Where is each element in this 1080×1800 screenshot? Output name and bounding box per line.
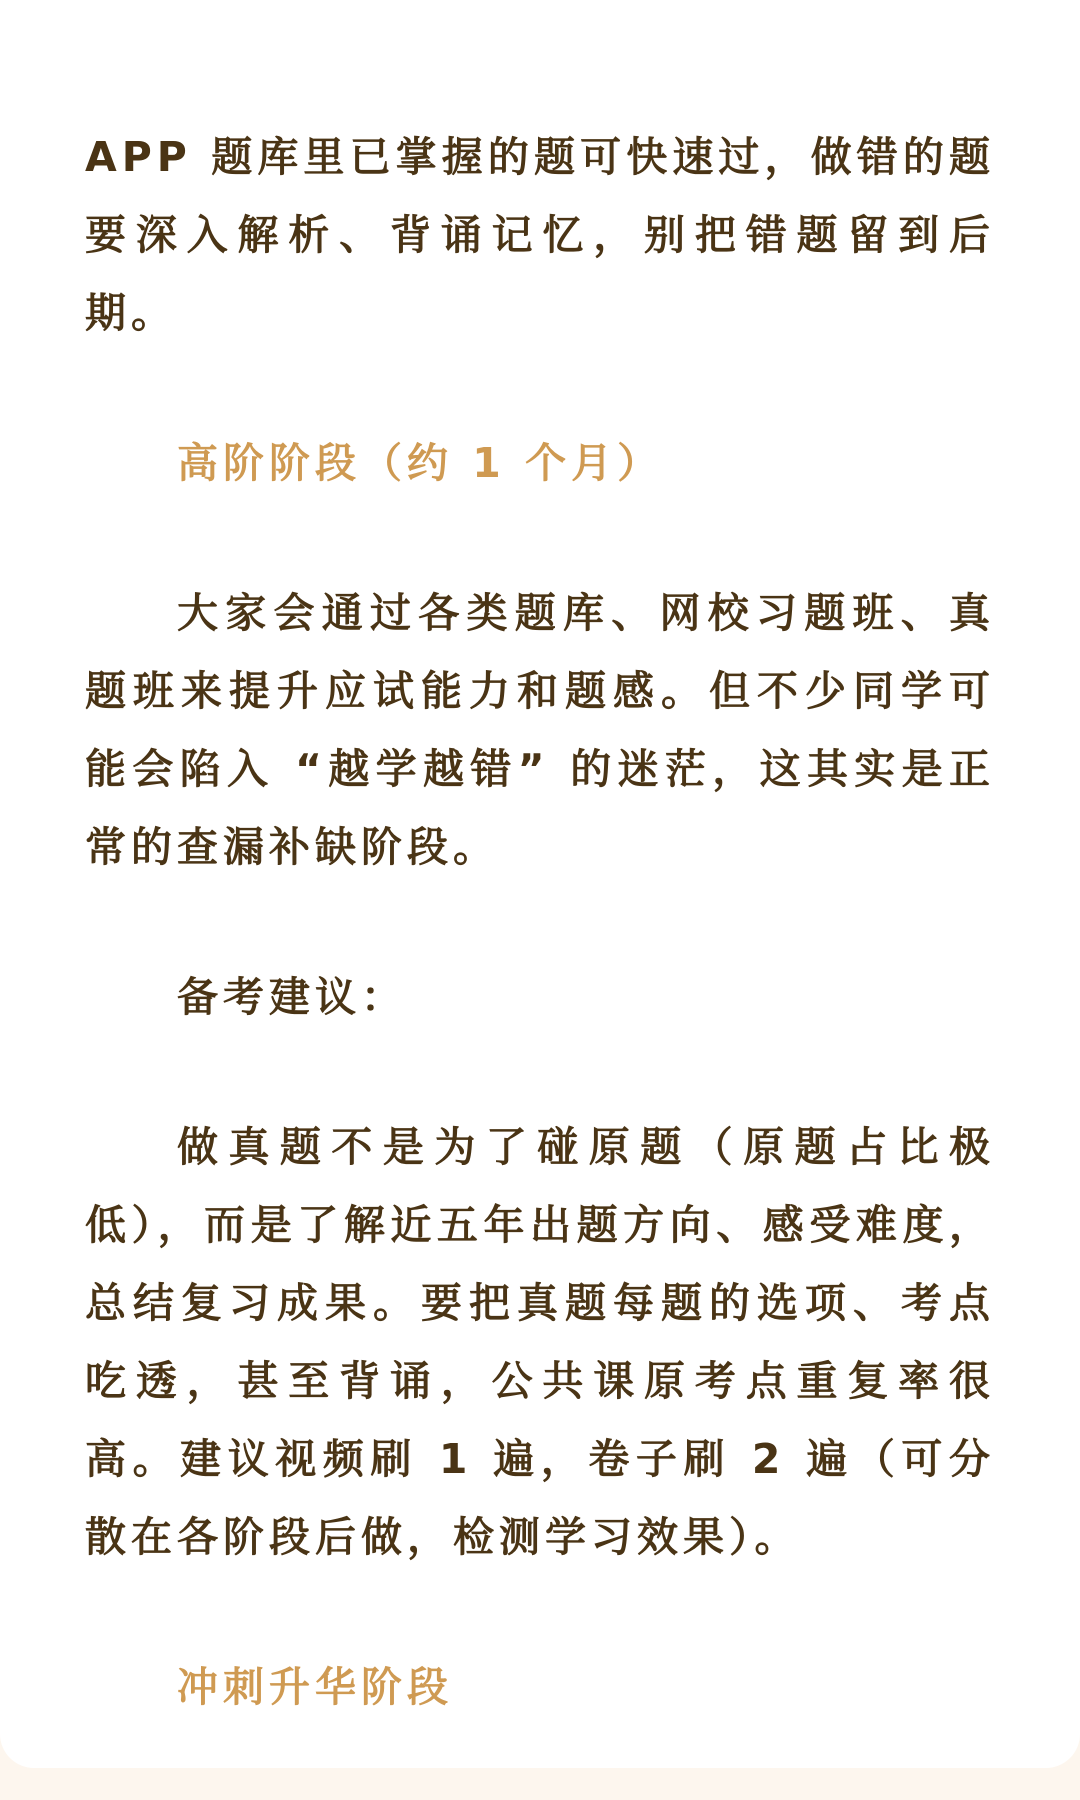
article-content [85, 118, 995, 1726]
section-heading-advanced-stage: 高阶阶段（约 1 个月） [177, 439, 664, 487]
paragraph-app-question-bank: APP 题库里已掌握的题可快速过，做错的题要深入解析、背诵记忆，别把错题留到后期。 [85, 133, 995, 337]
paragraph-past-papers: 做真题不是为了碰原题（原题占比极低），而是了解近五年出题方向、感受难度，总结复习成果。要把真题每题的选项、考点吃透，甚至背诵，公共课原考点重复率很高。建议视频刷 1 遍，卷子刷 2 遍（可分散在各阶段后做，检测学习效果）。 [85, 1123, 995, 1561]
paragraph-prep-advice-label: 备考建议： [177, 973, 407, 1021]
paragraph-advanced-stage: 大家会通过各类题库、网校习题班、真题班来提升应试能力和题感。但不少同学可能会陷入 “越学越错” 的迷茫，这其实是正常的查漏补缺阶段。 [85, 589, 995, 871]
section-heading-sprint-stage: 冲刺升华阶段 [177, 1663, 453, 1711]
